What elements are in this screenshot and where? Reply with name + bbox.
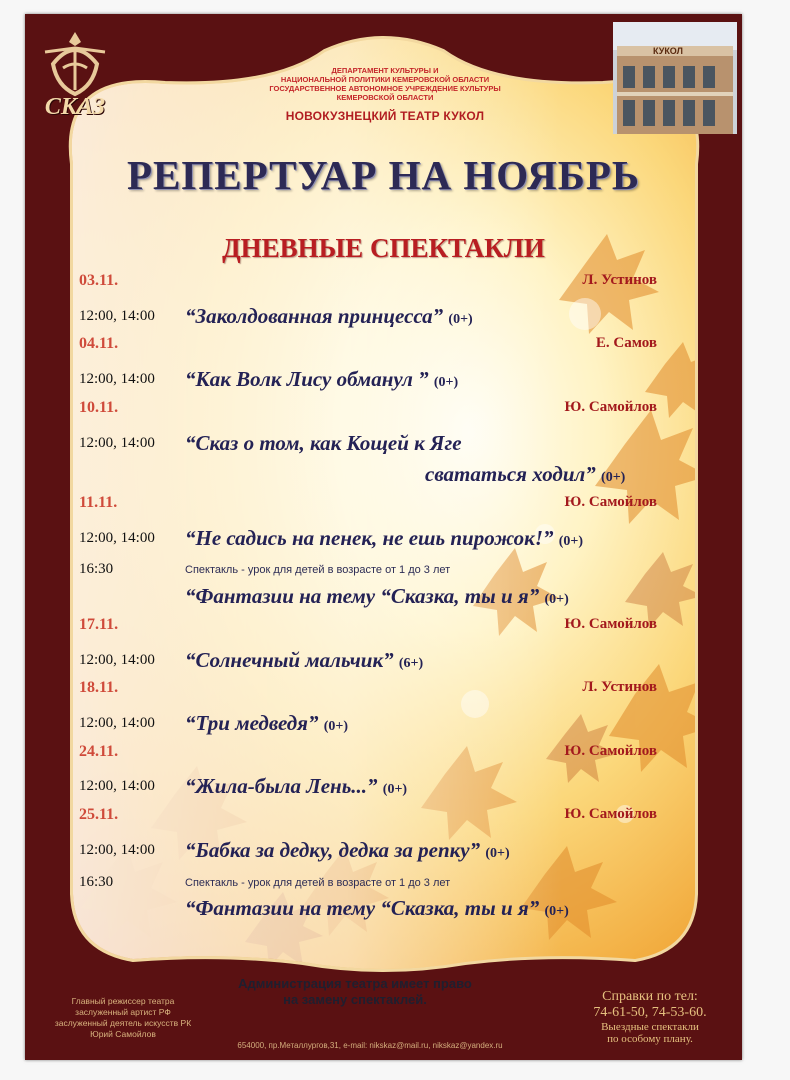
age-rating: (0+) <box>448 311 473 327</box>
play-name: “Не садись на пенек, не ешь пирожок!” <box>185 525 554 550</box>
poster <box>25 14 742 1060</box>
schedule-date: 17.11. <box>79 615 119 633</box>
play-title <box>185 526 583 551</box>
schedule-date: 25.11. <box>79 806 119 824</box>
play-title <box>185 896 569 921</box>
director-line: Главный режиссер театра <box>71 996 175 1006</box>
schedule-date: 10.11. <box>79 398 119 416</box>
director-line: заслуженный деятель искусств РК <box>54 1018 192 1028</box>
play-title <box>185 648 423 673</box>
theatre-logo <box>35 24 115 134</box>
puppet-logo-icon <box>35 24 115 104</box>
age-rating: (0+) <box>382 782 408 798</box>
schedule-time: 12:00, 14:00 <box>79 715 155 732</box>
schedule-date: 24.11. <box>79 742 119 760</box>
phone-note-line: Выездные спектакли <box>601 1021 699 1033</box>
play-title <box>185 304 473 329</box>
play-title <box>185 367 458 392</box>
play-title <box>185 584 569 609</box>
schedule-note: Спектакль - урок для детей в возрасте от 1 до 3 лет <box>185 564 451 577</box>
age-rating: (0+) <box>601 470 626 486</box>
age-rating: (0+) <box>485 845 510 861</box>
phone-numbers: 74-61-50, 74-53-60. <box>593 1005 707 1020</box>
theatre-building-photo <box>613 22 737 134</box>
building-icon <box>613 22 737 134</box>
building-sign: КУКОЛ <box>653 46 683 56</box>
admin-line: Администрация театра имеет право <box>238 976 472 991</box>
schedule-date: 04.11. <box>79 335 119 353</box>
schedule-date: 03.11. <box>79 272 119 289</box>
department-line: КЕМЕРОВСКОЙ ОБЛАСТИ <box>336 93 434 102</box>
schedule-author: Л. Устинов <box>582 272 657 288</box>
age-rating: (0+) <box>544 592 569 608</box>
director-line: заслуженный артист РФ <box>75 1007 171 1017</box>
schedule-date: 18.11. <box>79 679 119 697</box>
logo-text: СКАЗ <box>44 94 106 120</box>
phone-label: Справки по тел: <box>602 989 698 1004</box>
play-title <box>185 711 348 736</box>
department-header <box>215 66 555 102</box>
admin-notice <box>185 976 525 1008</box>
age-rating: (0+) <box>544 904 569 920</box>
schedule-time: 12:00, 14:00 <box>79 371 155 388</box>
phone-note-line: по особому плану. <box>607 1033 693 1045</box>
schedule-date: 11.11. <box>79 493 118 511</box>
play-name: “Сказ о том, как Кощей к Яге <box>185 430 462 455</box>
age-rating: (6+) <box>398 655 424 671</box>
phone-block <box>565 989 735 1045</box>
play-name: “Жила-была Лень...” <box>185 774 378 799</box>
page-title: РЕПЕРТУАР НА НОЯБРЬ <box>126 152 641 198</box>
age-rating: (0+) <box>433 375 459 391</box>
schedule-author: Ю. Самойлов <box>564 806 657 823</box>
schedule-time: 12:00, 14:00 <box>79 529 155 546</box>
schedule-time: 12:00, 14:00 <box>79 434 155 451</box>
admin-line: на замену спектаклей. <box>283 992 427 1007</box>
play-title <box>425 462 625 487</box>
play-title <box>185 774 407 799</box>
play-name: “Фантазии на тему “Сказка, ты и я” <box>185 896 540 921</box>
play-name: “Фантазии на тему “Сказка, ты и я” <box>185 584 540 609</box>
schedule-author: Ю. Самойлов <box>564 615 657 632</box>
schedule-author: Л. Устинов <box>582 679 657 696</box>
department-line: ГОСУДАРСТВЕННОЕ АВТОНОМНОЕ УЧРЕЖДЕНИЕ КУЛЬТУРЫ <box>269 84 501 93</box>
schedule-time: 12:00, 14:00 <box>79 778 155 795</box>
schedule-author: Ю. Самойлов <box>564 493 657 510</box>
schedule-time: 12:00, 14:00 <box>79 651 155 668</box>
schedule-author: Ю. Самойлов <box>564 398 657 415</box>
age-rating: (0+) <box>558 533 584 549</box>
play-name: “Солнечный мальчик” <box>185 647 394 672</box>
play-title <box>185 838 510 863</box>
schedule-time: 16:30 <box>79 561 114 578</box>
play-title <box>185 431 462 456</box>
director-line: Юрий Самойлов <box>90 1029 156 1039</box>
play-name: “Как Волк Лису обманул ” <box>185 367 429 392</box>
theatre-name: НОВОКУЗНЕЦКИЙ ТЕАТР КУКОЛ <box>285 109 485 123</box>
play-name: свататься ходил” <box>425 462 596 487</box>
department-line: ДЕПАРТАМЕНТ КУЛЬТУРЫ И <box>331 66 439 75</box>
play-name: “Бабка за дедку, дедка за репку” <box>185 837 481 862</box>
schedule-author: Ю. Самойлов <box>564 742 657 759</box>
schedule-time: 12:00, 14:00 <box>79 841 155 858</box>
play-name: “Заколдованная принцесса” <box>185 303 444 328</box>
address-line: 654000, пр.Металлургов,31, e-mail: nikskaz@mail.ru, nikskaz@yandex.ru <box>237 1041 503 1050</box>
play-name: “Три медведя” <box>185 711 319 736</box>
department-line: НАЦИОНАЛЬНОЙ ПОЛИТИКИ КЕМЕРОВСКОЙ ОБЛАСТИ <box>280 75 490 84</box>
schedule-author: Е. Самов <box>595 335 657 352</box>
page-subtitle: ДНЕВНЫЕ СПЕКТАКЛИ <box>222 233 545 263</box>
director-credit <box>33 996 213 1040</box>
age-rating: (0+) <box>323 719 349 735</box>
phone-note <box>565 1021 735 1045</box>
schedule-time: 16:30 <box>79 873 114 890</box>
schedule-note: Спектакль - урок для детей в возрасте от 1 до 3 лет <box>185 876 451 889</box>
schedule-time: 12:00, 14:00 <box>79 307 155 324</box>
